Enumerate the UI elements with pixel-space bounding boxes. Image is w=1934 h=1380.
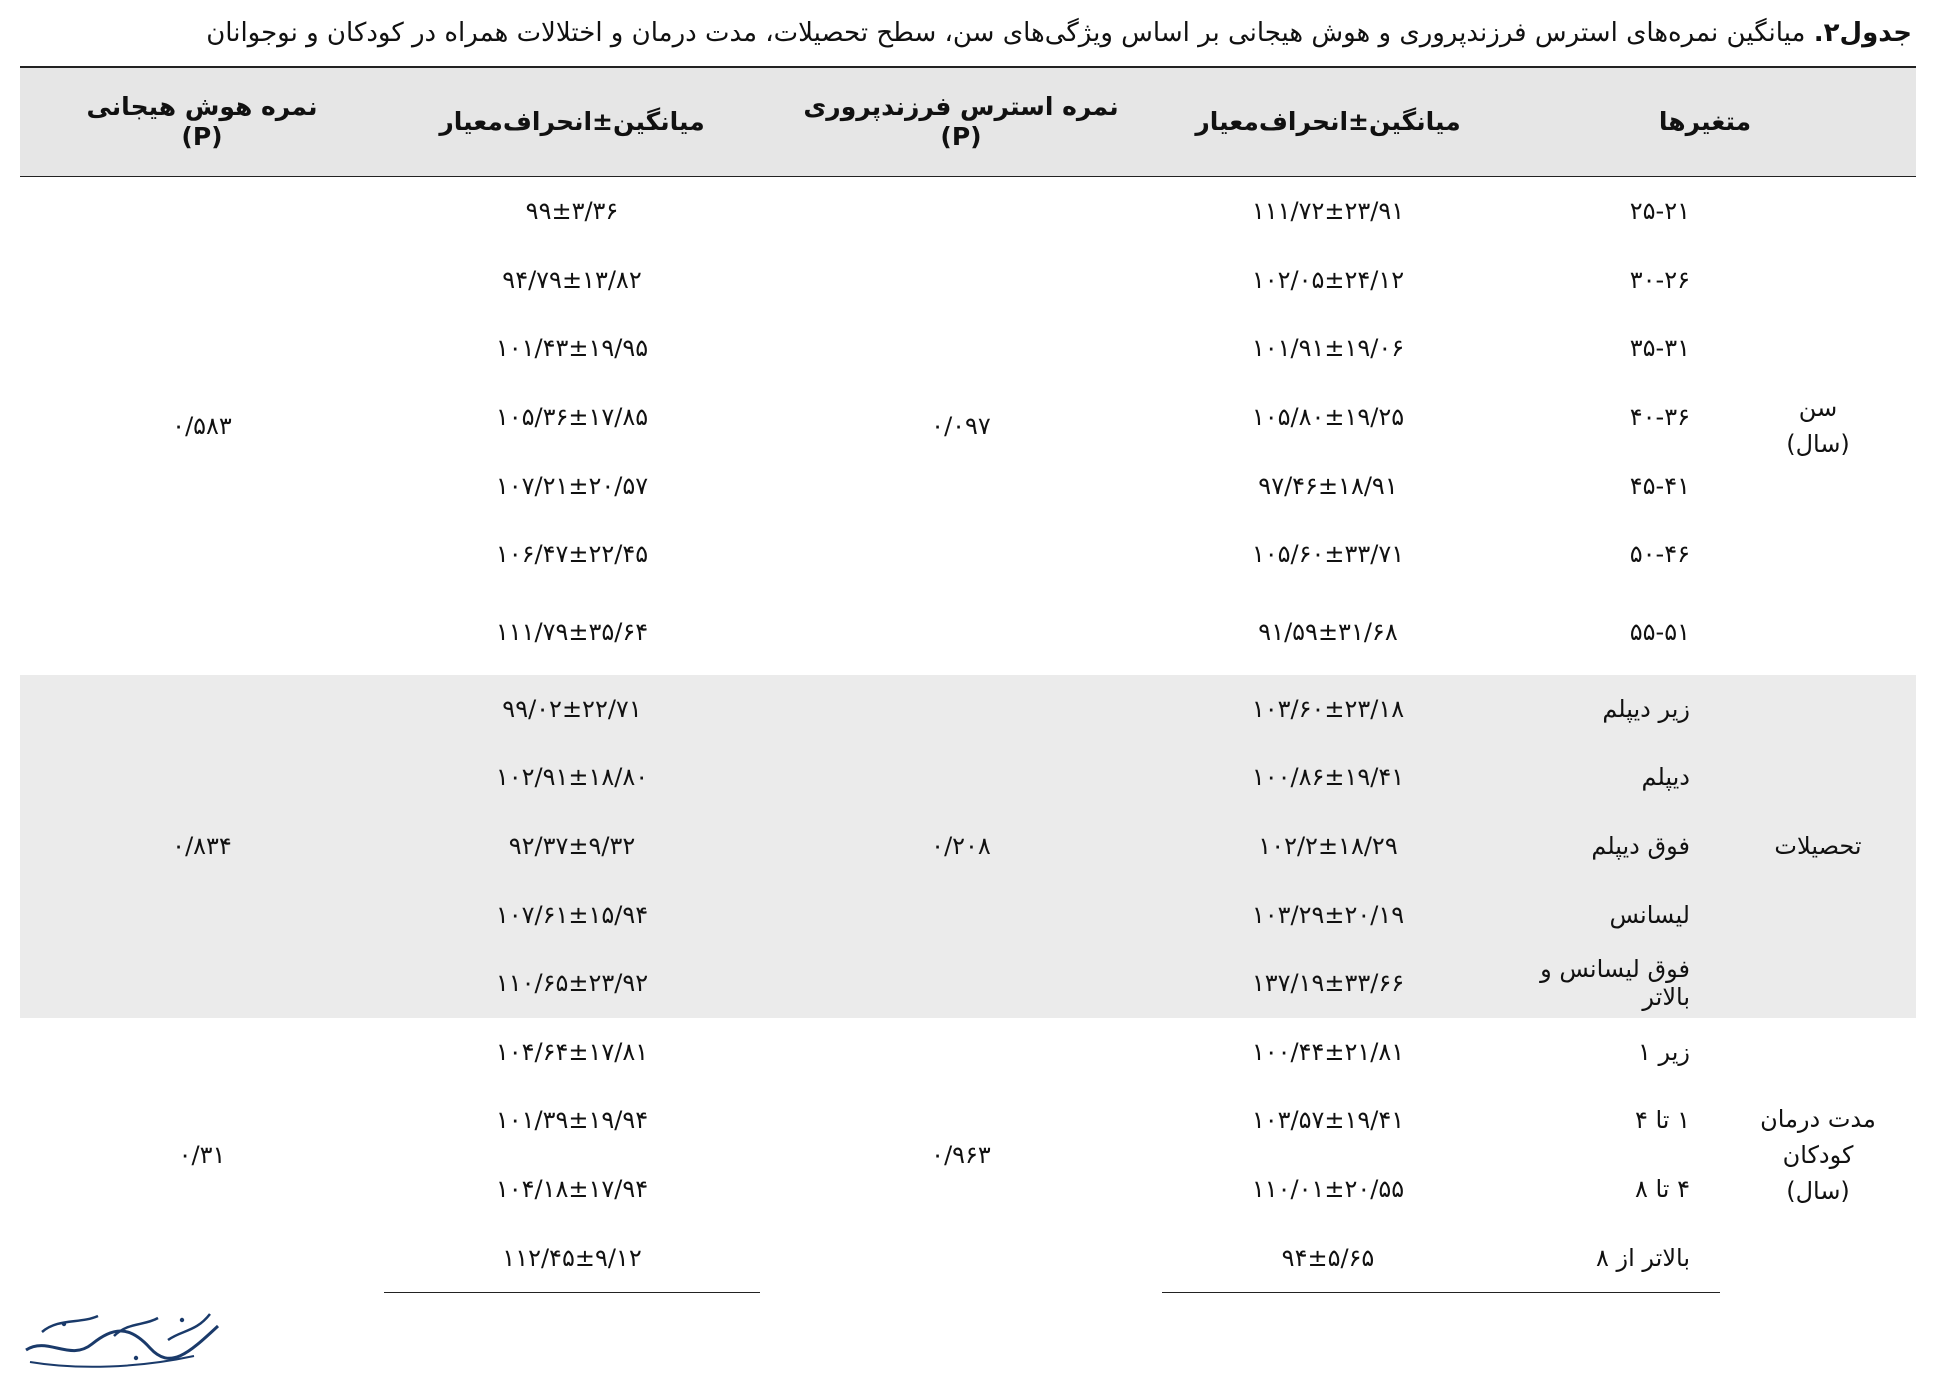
ei-cell: ۹۲/۳۷±۹/۳۲: [384, 812, 760, 881]
caption-text: میانگین نمره‌های استرس فرزندپروری و هوش هیجانی بر اساس ویژگی‌های سن، سطح تحصیلات، مدت درمان و اختلالات همراه در کودکان و نوجوانان: [206, 18, 1814, 48]
ei-cell: ۱۰۱/۴۳±۱۹/۹۵: [495, 334, 649, 363]
ei-cell: ۱۰۲/۹۱±۱۸/۸۰: [384, 743, 760, 812]
level-cell: ۵۵-۵۱: [1629, 617, 1690, 646]
level-cell: ۳۰-۲۶: [1629, 265, 1690, 294]
stress-cell: ۱۱۱/۷۲±۲۳/۹۱: [1251, 197, 1405, 226]
stress-cell: ۱۰۵/۶۰±۳۳/۷۱: [1251, 540, 1405, 569]
ei-cell: ۹۹/۰۲±۲۲/۷۱: [384, 675, 760, 744]
ei-cell: ۱۰۱/۳۹±۱۹/۹۴: [495, 1106, 649, 1135]
level-cell: ۵۰-۴۶: [1629, 540, 1690, 569]
ei-cell: ۱۰۵/۳۶±۱۷/۸۵: [495, 403, 649, 432]
results-table: [20, 66, 1916, 1293]
level-cell: ۱ تا ۴: [1634, 1106, 1690, 1135]
level-cell: زیر ۱: [1637, 1037, 1690, 1066]
variable-treatment-duration: مدت درمان کودکان (سال): [1760, 1104, 1876, 1205]
stress-cell: ۱۰۳/۶۰±۲۳/۱۸: [1162, 675, 1494, 744]
ei-p-treatment: ۰/۳۱: [178, 1140, 226, 1169]
journal-logo-calligraphy: [18, 1296, 228, 1376]
header-stress-p: نمره استرس فرزندپروری (P): [760, 67, 1162, 177]
stress-cell: ۹۷/۴۶±۱۸/۹۱: [1258, 471, 1398, 500]
level-cell: ۴۵-۴۱: [1629, 471, 1690, 500]
stress-cell: ۱۰۳/۲۹±۲۰/۱۹: [1162, 880, 1494, 949]
table-row: [20, 177, 1916, 246]
ei-cell: ۱۱۰/۶۵±۲۳/۹۲: [384, 949, 760, 1018]
header-ei-mean-sd: میانگین±انحراف‌معیار: [384, 67, 760, 177]
variable-age: سن (سال): [1786, 393, 1850, 458]
ei-p-education: ۰/۸۳۴: [20, 675, 384, 1018]
stress-cell: ۱۰۱/۹۱±۱۹/۰۶: [1251, 334, 1405, 363]
stress-cell: ۱۰۲/۲±۱۸/۲۹: [1162, 812, 1494, 881]
stress-cell: ۱۰۰/۸۶±۱۹/۴۱: [1162, 743, 1494, 812]
level-cell: زیر دیپلم: [1494, 675, 1720, 744]
header-stress-mean-sd: میانگین±انحراف‌معیار: [1162, 67, 1494, 177]
ei-cell: ۱۰۴/۶۴±۱۷/۸۱: [495, 1037, 649, 1066]
ei-cell: ۹۹±۳/۳۶: [525, 197, 619, 226]
variable-education: تحصیلات: [1720, 675, 1916, 1018]
table-row: [20, 675, 1916, 744]
ei-cell: ۱۱۲/۴۵±۹/۱۲: [384, 1223, 760, 1292]
stress-p-treatment: ۰/۹۶۳: [931, 1140, 991, 1169]
stress-cell: ۹۴±۵/۶۵: [1162, 1223, 1494, 1292]
ei-cell: ۱۰۶/۴۷±۲۲/۴۵: [495, 540, 649, 569]
caption-label: جدول۲.: [1813, 18, 1912, 48]
stress-cell: ۹۱/۵۹±۳۱/۶۸: [1258, 617, 1398, 646]
header-variables: متغیرها: [1494, 67, 1916, 177]
stress-p-age: ۰/۰۹۷: [931, 411, 991, 440]
level-cell: ۴ تا ۸: [1634, 1175, 1690, 1204]
table-row: [20, 1018, 1916, 1087]
table-header-row: [20, 67, 1916, 177]
stress-cell: ۱۰۵/۸۰±۱۹/۲۵: [1251, 403, 1405, 432]
level-cell: بالاتر از ۸: [1494, 1223, 1720, 1292]
level-cell: ۳۵-۳۱: [1629, 334, 1690, 363]
ei-cell: ۹۴/۷۹±۱۳/۸۲: [502, 265, 642, 294]
level-cell: فوق دیپلم: [1494, 812, 1720, 881]
journal-logo: [18, 1296, 228, 1376]
stress-cell: ۱۰۰/۴۴±۲۱/۸۱: [1251, 1037, 1405, 1066]
stress-p-education: ۰/۲۰۸: [760, 675, 1162, 1018]
ei-p-age: ۰/۵۸۳: [172, 411, 232, 440]
level-cell: لیسانس: [1494, 880, 1720, 949]
level-cell: فوق لیسانس و بالاتر: [1494, 949, 1720, 1018]
ei-cell: ۱۰۷/۲۱±۲۰/۵۷: [495, 471, 649, 500]
header-ei-p: نمره هوش هیجانی (P): [20, 67, 384, 177]
level-cell: ۲۵-۲۱: [1629, 197, 1690, 226]
stress-cell: ۱۰۳/۵۷±۱۹/۴۱: [1251, 1106, 1405, 1135]
stress-cell: ۱۰۲/۰۵±۲۴/۱۲: [1251, 265, 1405, 294]
table-caption: [16, 6, 1912, 60]
stress-cell: ۱۱۰/۰۱±۲۰/۵۵: [1251, 1175, 1405, 1204]
group-age: [20, 177, 1916, 675]
group-education: [20, 675, 1916, 1018]
group-treatment-duration: [20, 1018, 1916, 1293]
ei-cell: ۱۰۷/۶۱±۱۵/۹۴: [384, 880, 760, 949]
ei-cell: ۱۰۴/۱۸±۱۷/۹۴: [495, 1175, 649, 1204]
level-cell: ۴۰-۳۶: [1629, 403, 1690, 432]
ei-cell: ۱۱۱/۷۹±۳۵/۶۴: [495, 617, 649, 646]
level-cell: دیپلم: [1494, 743, 1720, 812]
stress-cell: ۱۳۷/۱۹±۳۳/۶۶: [1162, 949, 1494, 1018]
